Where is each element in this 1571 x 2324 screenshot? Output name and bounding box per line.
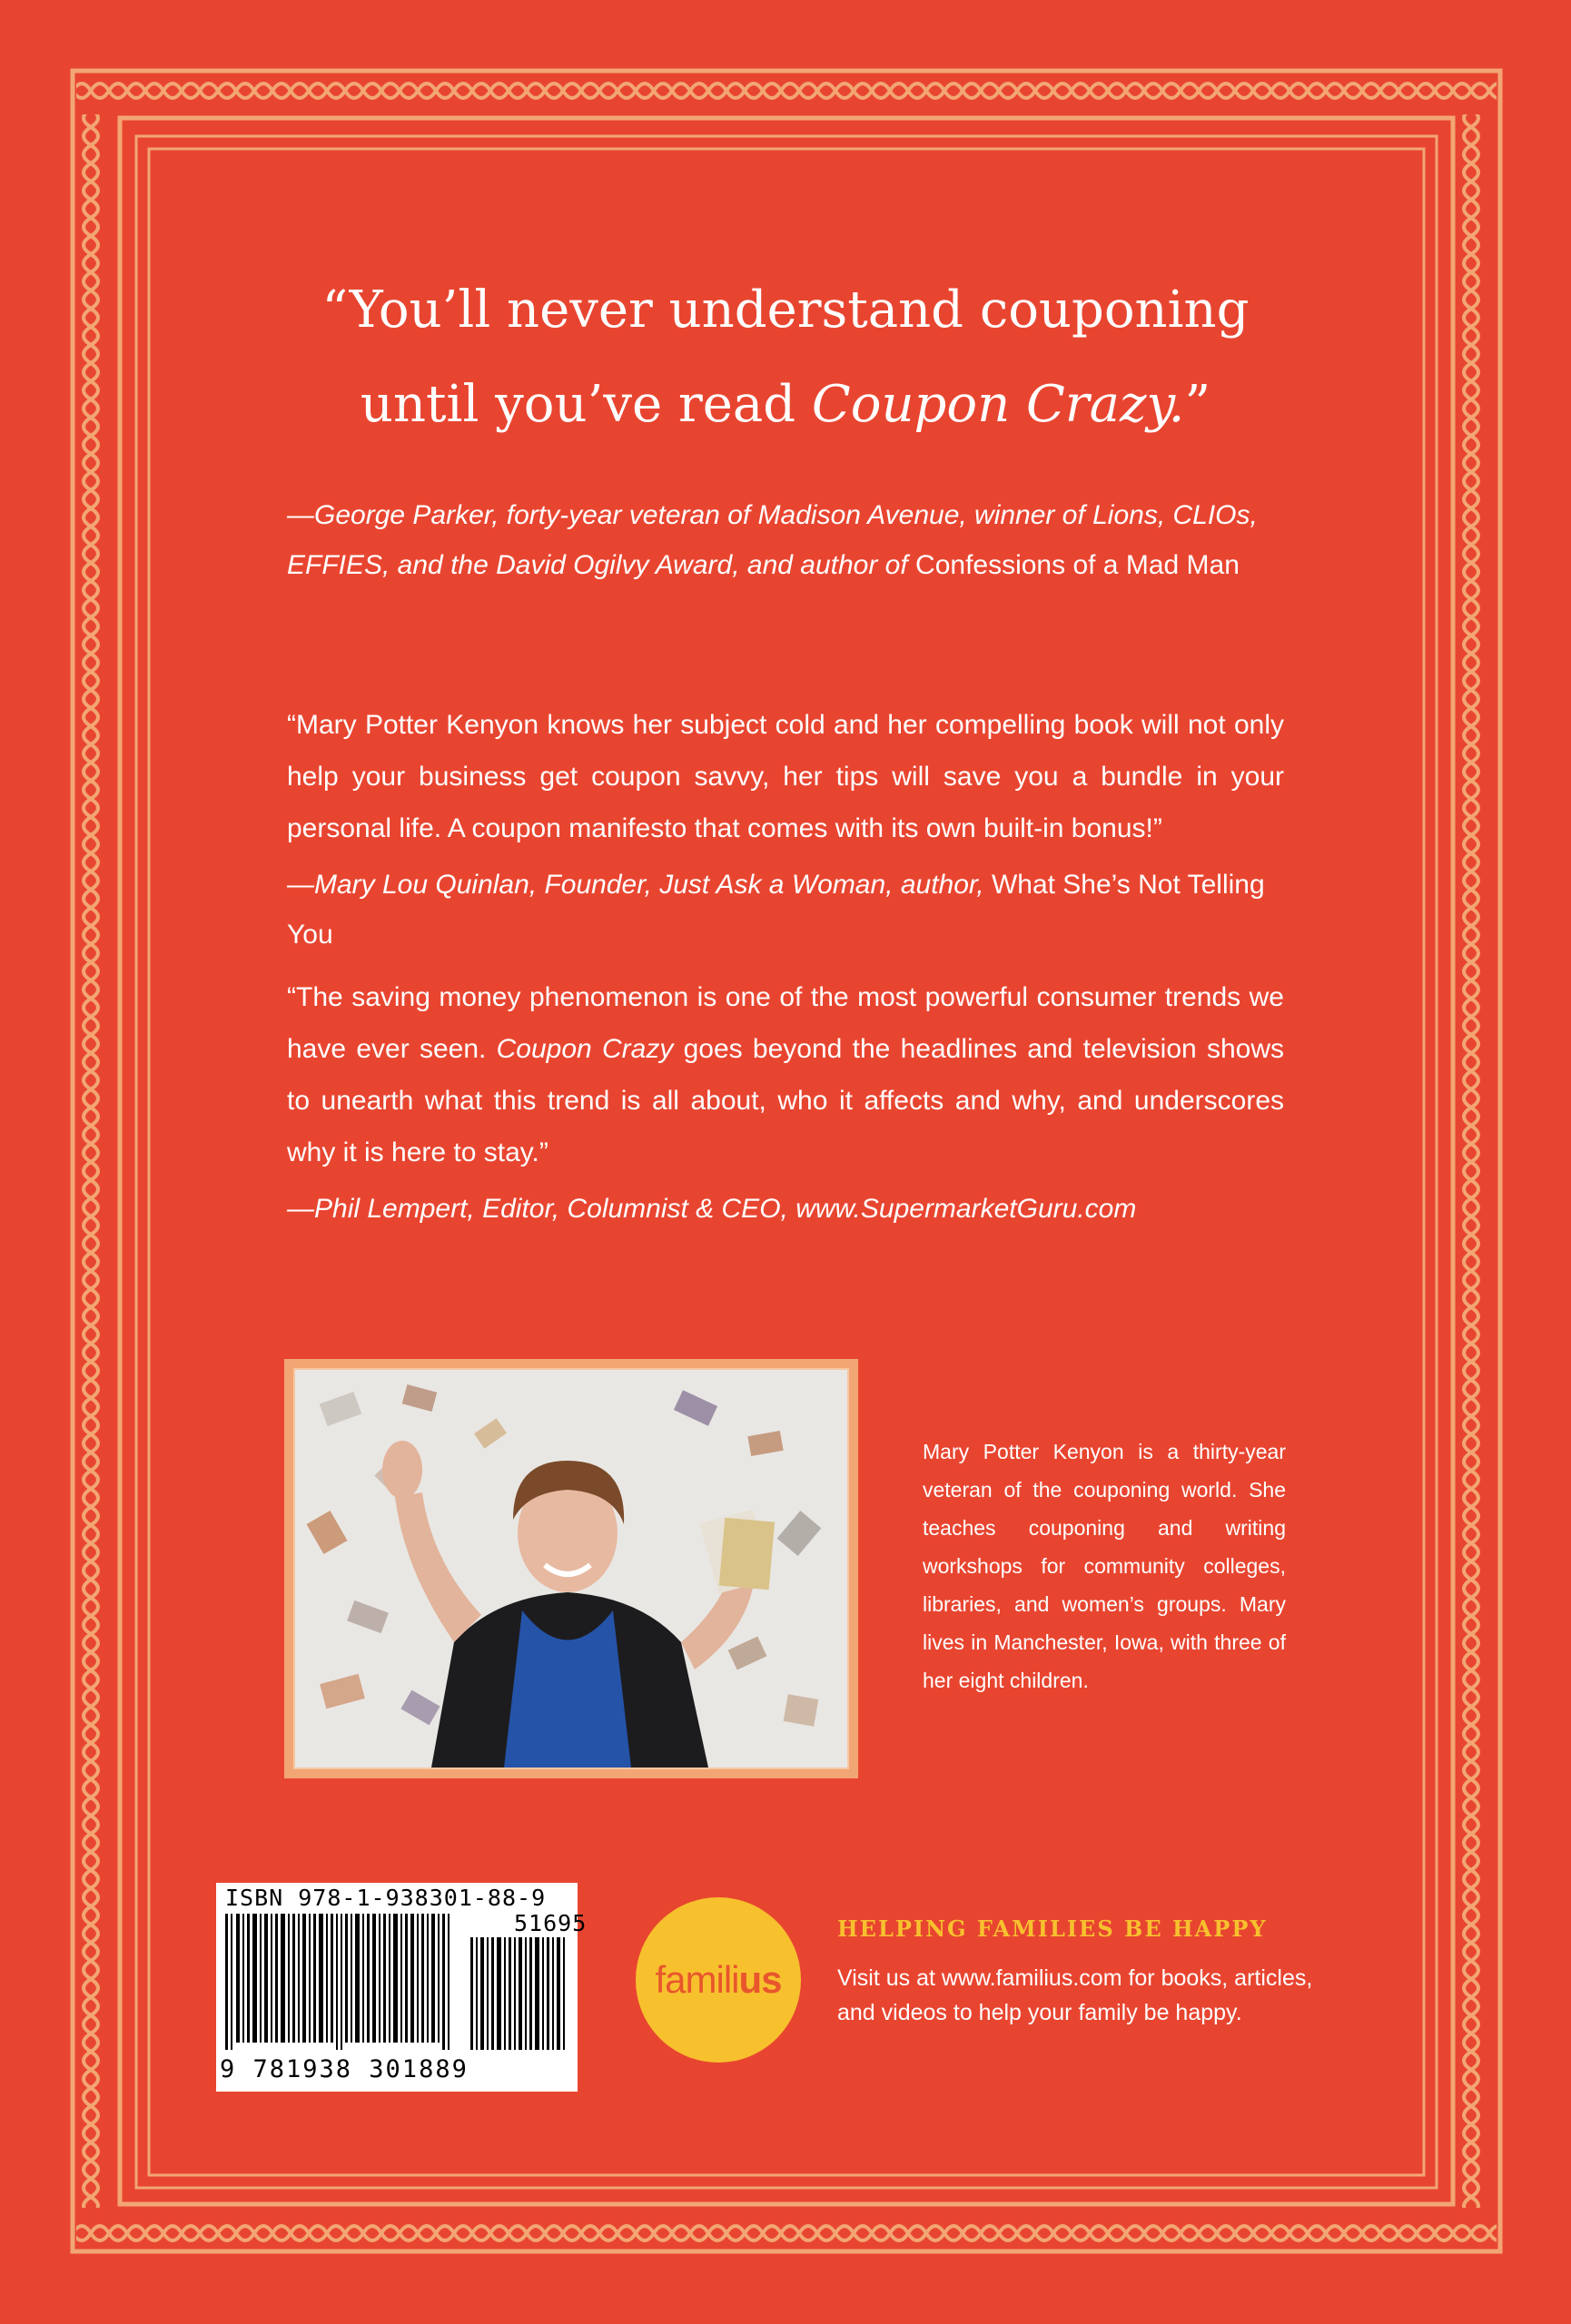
author-bio: Mary Potter Kenyon is a thirty-year veteran of the couponing world. She teaches couponing and writing workshops for community colleges, libraries, and women’s groups. Mary lives in Manchester, Iowa, with three of her eight children. — [923, 1440, 1286, 1692]
endorsement-2-attribution — [287, 860, 1284, 960]
barcode-addon-number: 51695 — [514, 1910, 588, 1936]
publisher-visit-text: Visit us at www.familius.com for books, articles, and videos to help your family be happy. — [837, 1965, 1313, 2025]
logo-text — [655, 1958, 781, 2002]
headline-line-1: “You’ll never understand couponing — [321, 281, 1250, 340]
headline-line-2 — [272, 358, 1299, 452]
author-photo — [293, 1368, 849, 1769]
logo-text-part-1: famili — [655, 1958, 739, 2001]
isbn-label: ISBN 978-1-938301-88-9 — [225, 1885, 547, 1911]
endorsement-2-book-title: What She’s Not Telling You — [287, 870, 1265, 950]
endorsement-1-attribution — [287, 490, 1284, 590]
endorsement-1-attribution-text: —George Parker, forty-year veteran of Madison Avenue, winner of Lions, CLIOs, EFFIES, and the David Ogilvy Award, and author of — [287, 500, 1258, 580]
headline-quote — [272, 263, 1299, 452]
endorsement-3 — [287, 971, 1284, 1234]
endorsement-3-book-title: Coupon Crazy — [496, 1034, 674, 1064]
familius-logo — [636, 1897, 801, 2063]
isbn-barcode — [216, 1883, 588, 2092]
endorsement-1-book-title: Confessions of a Mad Man — [915, 550, 1240, 580]
publisher-tagline: HELPING FAMILIES BE HAPPY — [837, 1915, 1268, 1942]
endorsement-3-attribution: —Phil Lempert, Editor, Columnist & CEO, www.SupermarketGuru.com — [287, 1194, 1137, 1224]
headline-closing-quote: ” — [1184, 375, 1211, 434]
barcode-number: 9 781938 301889 — [220, 2055, 469, 2083]
endorsement-2-quote: “Mary Potter Kenyon knows her subject cold and her compelling book will not only help your business get coupon savvy, her tips will save you a bundle in your personal life. A coupon manifesto that comes with its own built-in bonus!” — [287, 710, 1284, 843]
logo-text-part-2: us — [738, 1958, 782, 2001]
endorsement-3-quote-text: “The saving money phenomenon is one of the most powerful consumer trends we have ever seen. — [287, 982, 1284, 1064]
endorsement-2-attribution-text: —Mary Lou Quinlan, Founder, Just Ask a Woman, author, — [287, 870, 992, 900]
headline-line-2-text: until you’ve read — [360, 375, 812, 434]
headline-book-title: Coupon Crazy. — [811, 375, 1185, 434]
endorsement-3-quote-text-end: goes beyond the headlines and television shows to unearth what this trend is all about, who it affects and why, and underscores why it is here to stay.” — [287, 1034, 1284, 1167]
endorsement-3-quote — [287, 971, 1284, 1178]
endorsement-1 — [287, 490, 1284, 590]
author-photo-frame — [284, 1359, 858, 1778]
endorsement-2 — [287, 699, 1284, 960]
